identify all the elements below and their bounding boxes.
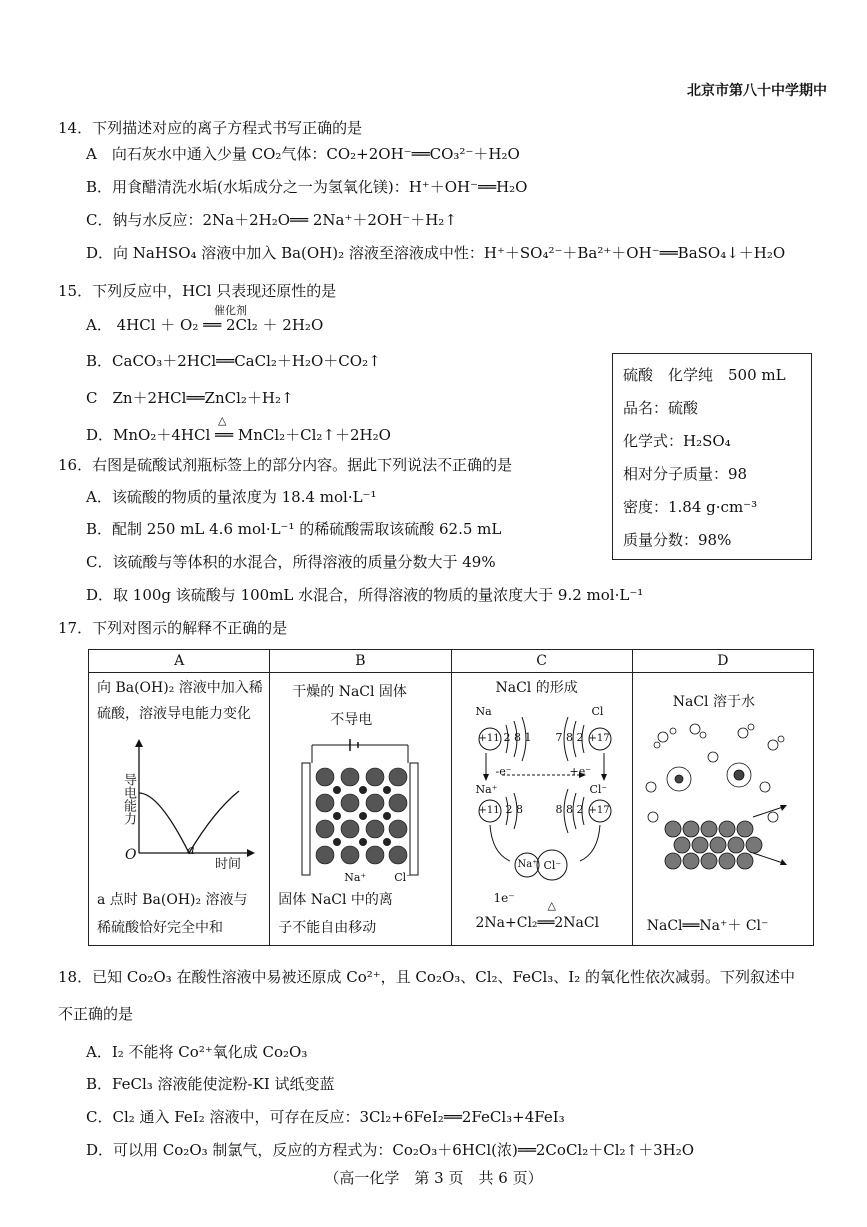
label-line-3: 化学式：H₂SO₄	[623, 432, 731, 450]
q17-cell-d	[632, 673, 813, 946]
cell-a-text-1: 向 Ba(OH)₂ 溶液中加入稀	[97, 680, 263, 696]
q17-figure-table	[88, 649, 814, 946]
equation-condition: △	[547, 899, 556, 912]
equation-electron: 1e⁻	[493, 891, 515, 905]
formation-equation: 2Na+Cl₂══2NaCl	[475, 915, 600, 931]
cell-c-title: NaCl 的形成	[495, 680, 578, 696]
question-18-stem-1: 18．已知 Co₂O₃ 在酸性溶液中易被还原成 Co²⁺，且 Co₂O₃、Cl₂、FeCl₃、I₂ 的氧化性依次减弱。下列叙述中	[58, 968, 796, 986]
question-17-stem: 17．下列对图示的解释不正确的是	[58, 619, 288, 637]
graph-origin: O	[125, 847, 137, 863]
cell-b-text-2: 不导电	[330, 712, 373, 728]
q15-d-condition: △	[218, 414, 227, 427]
q18-option-c: C．Cl₂ 通入 FeI₂ 溶液中，可存在反应：3Cl₂+6FeI₂══2FeCl₃+4FeI₃	[86, 1108, 565, 1126]
nacl-dissolution-diagram	[633, 717, 801, 877]
q14-option-b: B．用食醋清洗水垢(水垢成分之一为氢氧化镁)：H⁺＋OH⁻══H₂O	[86, 178, 528, 196]
graph-point-a: a	[187, 843, 195, 858]
nacl-formation-diagram	[452, 703, 628, 893]
cell-b-text-1: 干燥的 NaCl 固体	[292, 684, 407, 700]
question-16-stem: 16．右图是硫酸试剂瓶标签上的部分内容。据此下列说法不正确的是	[58, 456, 513, 474]
q17-header-d: D	[632, 650, 813, 673]
q17-cell-c	[451, 673, 632, 946]
sulfuric-acid-label	[612, 353, 812, 560]
pair-na-label: Na⁺	[517, 859, 538, 870]
q16-option-d: D．取 100g 该硫酸与 100mL 水混合，所得溶液的物质的量浓度大于 9.2 mol·L⁻¹	[86, 586, 644, 604]
lattice-cl-label: Cl⁻	[394, 871, 412, 884]
cell-b-bottom-2: 子不能自由移动	[278, 920, 377, 936]
na-atom-label: Na	[475, 705, 492, 718]
q14-option-a: A 向石灰水中通入少量 CO₂气体：CO₂+2OH⁻══CO₃²⁻＋H₂O	[86, 145, 520, 163]
na-ion-label: Na⁺	[475, 783, 498, 796]
cl-ion-shells: 8 8 2	[555, 803, 584, 816]
q17-header-b: B	[270, 650, 451, 673]
nacl-lattice-diagram	[270, 733, 440, 883]
q15-option-b: B．CaCO₃＋2HCl══CaCl₂＋H₂O＋CO₂↑	[86, 352, 381, 370]
q16-option-b: B．配制 250 mL 4.6 mol·L⁻¹ 的稀硫酸需取该硫酸 62.5 mL	[86, 520, 502, 538]
label-line-2: 品名：硫酸	[623, 399, 699, 417]
q16-option-a: A．该硫酸的物质的量浓度为 18.4 mol·L⁻¹	[86, 488, 377, 506]
cl-ion-label: Cl⁻	[589, 783, 608, 796]
cell-a-bottom-2: 稀硫酸恰好完全中和	[97, 920, 223, 936]
q14-option-d: D．向 NaHSO₄ 溶液中加入 Ba(OH)₂ 溶液至溶液成中性：H⁺＋SO₄²⁻＋Ba²⁺＋OH⁻══BaSO₄↓＋H₂O	[86, 244, 786, 262]
cell-a-bottom-1: a 点时 Ba(OH)₂ 溶液与	[97, 892, 248, 908]
dissolution-equation: NaCl══Na⁺＋ Cl⁻	[646, 918, 769, 934]
electron-loss: -e⁻	[495, 765, 512, 778]
na-ion-shells: 2 8	[505, 803, 523, 816]
na-shells: 2 8 1	[503, 731, 532, 744]
q15-option-c: C Zn＋2HCl══ZnCl₂＋H₂↑	[86, 389, 294, 407]
q15-option-a: A． 4HCl ＋ O₂ ══ 2Cl₂ ＋ 2H₂O	[86, 316, 324, 334]
cl-ion-nucleus: +17	[588, 805, 610, 816]
lattice-na-label: Na⁺	[344, 871, 367, 884]
graph-x-label: 时间	[215, 857, 242, 872]
q17-cell-b	[270, 673, 451, 946]
graph-y-label: 导电能力	[121, 773, 136, 825]
question-14-stem: 14．下列描述对应的离子方程式书写正确的是	[58, 119, 363, 137]
label-line-5: 密度：1.84 g·cm⁻³	[623, 498, 758, 516]
na-nucleus: +11	[478, 733, 500, 744]
label-line-6: 质量分数：98%	[623, 531, 732, 549]
pair-cl-label: Cl⁻	[543, 859, 562, 872]
q17-header-c: C	[451, 650, 632, 673]
q18-option-d: D．可以用 Co₂O₃ 制氯气，反应的方程式为：Co₂O₃＋6HCl(浓)══2CoCl₂＋Cl₂↑＋3H₂O	[86, 1141, 695, 1159]
q18-option-b: B．FeCl₃ 溶液能使淀粉-KI 试纸变蓝	[86, 1075, 335, 1093]
cell-b-bottom-1: 固体 NaCl 中的离	[278, 892, 393, 908]
cell-d-title: NaCl 溶于水	[672, 694, 755, 710]
page-header: 北京市第八十中学期中	[687, 83, 827, 99]
q17-cell-a	[89, 673, 270, 946]
q15-option-d: D．MnO₂＋4HCl ══ MnCl₂＋Cl₂↑＋2H₂O	[86, 426, 391, 444]
electron-gain: +e⁻	[569, 765, 592, 778]
cl-shells: 7 8 2	[555, 731, 584, 744]
q17-header-a: A	[89, 650, 270, 673]
question-18-stem-2: 不正确的是	[58, 1005, 134, 1023]
page-footer: （高一化学 第 3 页 共 6 页）	[324, 1169, 543, 1187]
cl-atom-label: Cl	[591, 705, 604, 718]
label-line-1: 硫酸 化学纯 500 mL	[623, 366, 786, 384]
q16-option-c: C．该硫酸与等体积的水混合，所得溶液的质量分数大于 49%	[86, 553, 496, 571]
label-line-4: 相对分子质量：98	[623, 465, 748, 483]
na-ion-nucleus: +11	[478, 805, 500, 816]
question-15-stem: 15．下列反应中，HCl 只表现还原性的是	[58, 282, 337, 300]
q15-a-condition: 催化剂	[214, 304, 247, 317]
cl-nucleus: +17	[588, 733, 610, 744]
cell-a-text-2: 硫酸，溶液导电能力变化	[97, 706, 251, 722]
q14-option-c: C．钠与水反应：2Na＋2H₂O══ 2Na⁺＋2OH⁻＋H₂↑	[86, 211, 457, 229]
q18-option-a: A．I₂ 不能将 Co²⁺氧化成 Co₂O₃	[86, 1043, 308, 1061]
